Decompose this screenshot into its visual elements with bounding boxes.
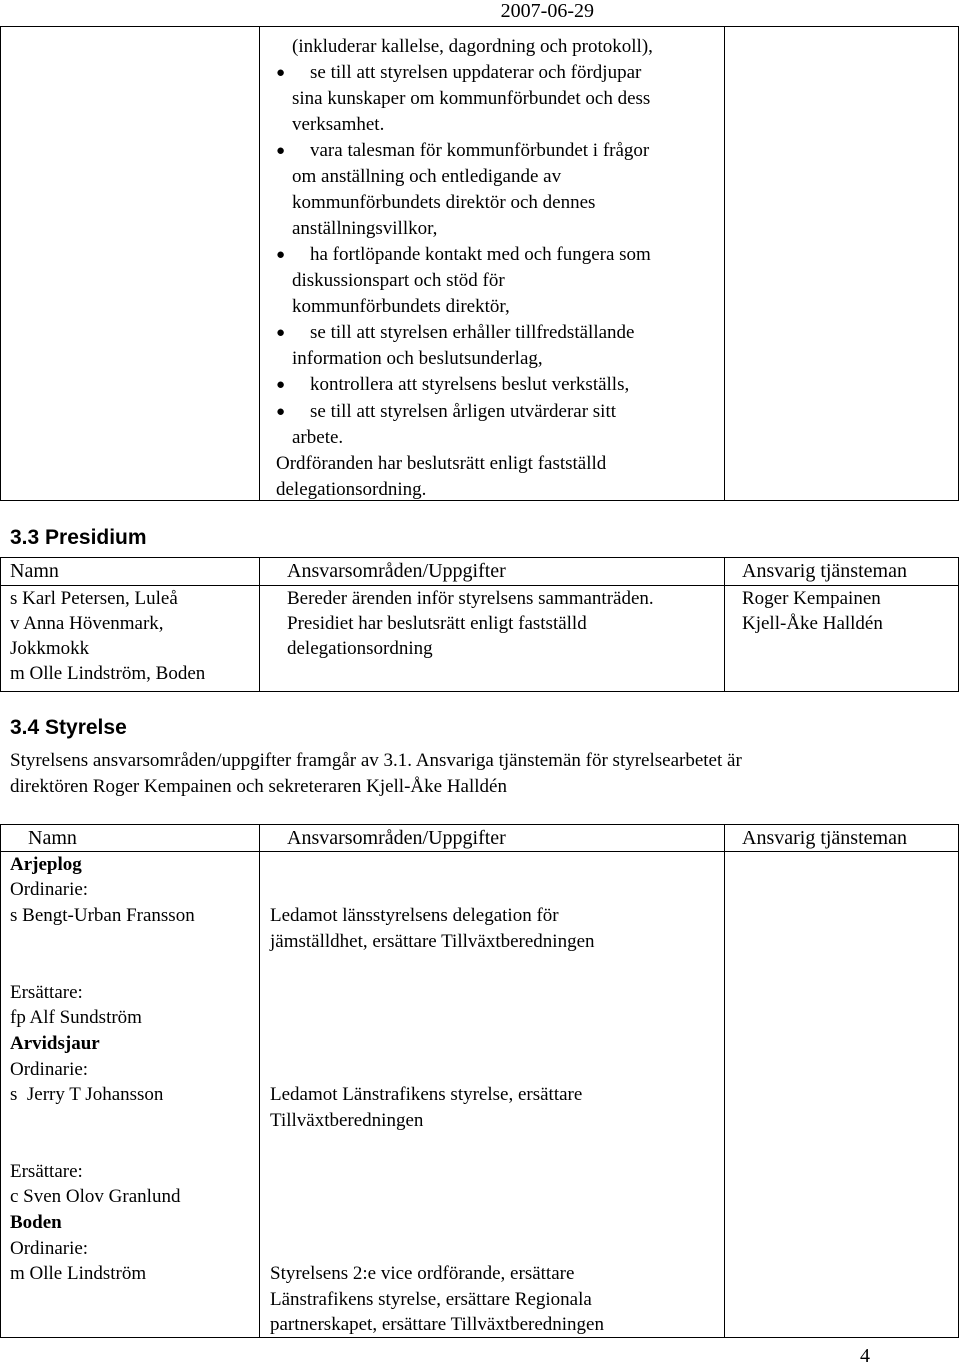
page-number: 4 (860, 1345, 870, 1367)
task-text: Ledamot länsstyrelsens delegation för (270, 905, 559, 926)
bullet-text: se till att styrelsen erhåller tillfredställande (310, 322, 635, 343)
member-name: s Bengt-Urban Fransson (10, 905, 195, 926)
role-label: Ersättare: (10, 982, 83, 1003)
text-line: Ordföranden har beslutsrätt enligt fastställd (276, 453, 607, 474)
text-line: anställningsvillkor, (292, 218, 438, 239)
section-heading-styrelse: 3.4 Styrelse (10, 716, 127, 739)
member-name: v Anna Hövenmark, (10, 613, 164, 634)
text-line: diskussionspart och stöd för (292, 270, 505, 291)
text-line: delegationsordning. (276, 479, 427, 500)
task-text: Styrelsens 2:e vice ordförande, ersättare (270, 1263, 575, 1284)
text-line: information och beslutsunderlag, (292, 348, 543, 369)
intro-text: direktören Roger Kempainen och sekreteraren Kjell-Åke Halldén (10, 776, 507, 797)
text-line: arbete. (292, 427, 344, 448)
task-text: Tillväxtberedningen (270, 1110, 424, 1131)
official-name: Roger Kempainen (742, 588, 881, 609)
bullet-icon: ● (276, 247, 286, 263)
task-text: delegationsordning (287, 638, 433, 659)
text-line: sina kunskaper om kommunförbundet och dess (292, 88, 651, 109)
bullet-text: se till att styrelsen årligen utvärderar sitt (310, 401, 617, 422)
bullet-icon: ● (276, 404, 286, 420)
bullet-icon: ● (276, 65, 286, 81)
bullet-icon: ● (276, 143, 286, 159)
municipality-name: Arvidsjaur (10, 1033, 100, 1054)
task-text: Ledamot Länstrafikens styrelse, ersättare (270, 1084, 583, 1105)
member-name: c Sven Olov Granlund (10, 1186, 181, 1207)
role-label: Ordinarie: (10, 879, 89, 900)
text-line: (inkluderar kallelse, dagordning och protokoll), (292, 36, 653, 57)
municipality-name: Arjeplog (10, 854, 82, 875)
bullet-text: vara talesman för kommunförbundet i frågor (310, 140, 650, 161)
member-name: s Jerry T Johansson (10, 1084, 164, 1105)
column-header-name: Namn (10, 560, 59, 582)
bullet-icon: ● (276, 377, 286, 393)
column-header-official: Ansvarig tjänsteman (742, 827, 907, 849)
text-line: verksamhet. (292, 114, 385, 135)
bullet-text: ha fortlöpande kontakt med och fungera som (310, 244, 651, 265)
member-name: s Karl Petersen, Luleå (10, 588, 178, 609)
task-text: Bereder ärenden inför styrelsens sammanträden. (287, 588, 654, 609)
member-name: m Olle Lindström (10, 1263, 147, 1284)
intro-text: Styrelsens ansvarsområden/uppgifter framgår av 3.1. Ansvariga tjänstemän för styrelsearbetet är (10, 750, 742, 771)
role-label: Ersättare: (10, 1161, 83, 1182)
text-line: kommunförbundets direktör och dennes (292, 192, 596, 213)
column-header-official: Ansvarig tjänsteman (742, 560, 907, 582)
municipality-name: Boden (10, 1212, 62, 1233)
column-header-name: Namn (28, 827, 77, 849)
text-line: kommunförbundets direktör, (292, 296, 510, 317)
role-label: Ordinarie: (10, 1238, 89, 1259)
member-name: m Olle Lindström, Boden (10, 663, 206, 684)
task-text: partnerskapet, ersättare Tillväxtberedningen (270, 1314, 604, 1335)
column-header-tasks: Ansvarsområden/Uppgifter (287, 827, 506, 849)
member-name: fp Alf Sundström (10, 1007, 142, 1028)
task-text: jämställdhet, ersättare Tillväxtberedningen (270, 931, 595, 952)
role-label: Ordinarie: (10, 1059, 89, 1080)
task-text: Länstrafikens styrelse, ersättare Regionala (270, 1289, 592, 1310)
document-date: 2007-06-29 (500, 0, 594, 22)
bullet-text: se till att styrelsen uppdaterar och fördjupar (310, 62, 642, 83)
official-name: Kjell-Åke Halldén (742, 613, 883, 634)
column-header-tasks: Ansvarsområden/Uppgifter (287, 560, 506, 582)
bullet-text: kontrollera att styrelsens beslut verkställs, (310, 374, 630, 395)
bullet-icon: ● (276, 325, 286, 341)
section-heading-presidium: 3.3 Presidium (10, 526, 147, 549)
member-name: Jokkmokk (10, 638, 90, 659)
text-line: om anställning och entledigande av (292, 166, 562, 187)
task-text: Presidiet har beslutsrätt enligt fastställd (287, 613, 587, 634)
